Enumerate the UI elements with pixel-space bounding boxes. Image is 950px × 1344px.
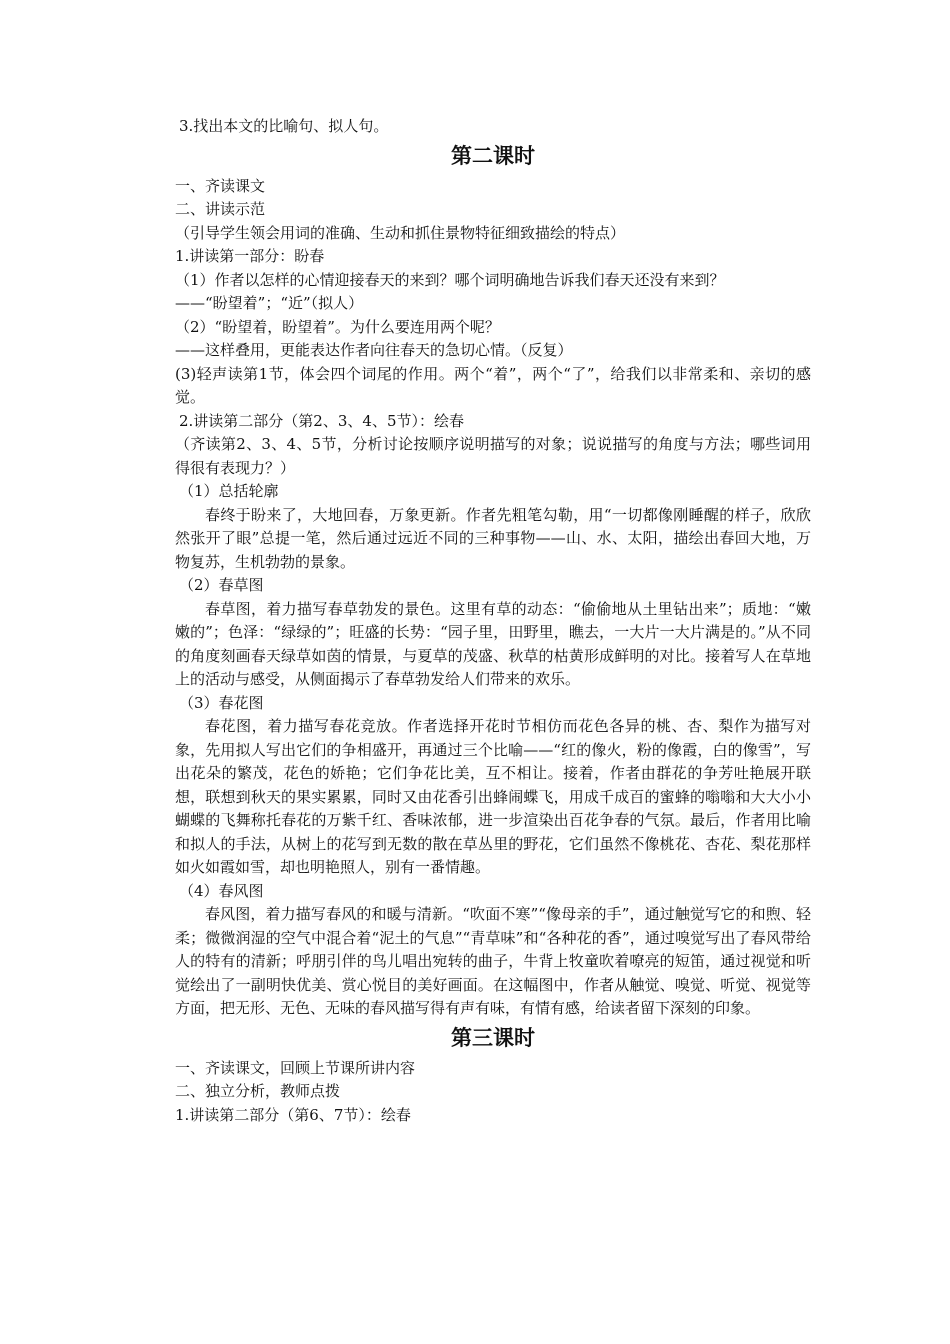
step-reading: 一、齐读课文	[175, 176, 266, 195]
paragraph-spring-wind: 春风图，着力描写春风的和暖与清新。“吹面不寒”“像母亲的手”，通过触觉写它的和煦、轻柔；微微润湿的空气中混合着“泥土的气息”“青草味”和“各种花的香”，通过嗅觉写出了春风带给人的特有的清新；呼朋引伴的鸟儿唱出宛转的曲子，牛背上牧童吹着嘹亮的短笛，通过视觉和听觉绘出了一副明快优美、赏心悦目的美好画面。在这幅图中，作者从触觉、嗅觉、听觉、视觉等方面，把无形、无色、无味的春风描写得有声有味，有情有感，给读者留下深刻的印象。	[175, 905, 811, 1017]
question-2: （2）“盼望着，盼望着”。为什么要连用两个呢？	[175, 317, 500, 336]
step-demonstration: 二、讲读示范	[175, 200, 266, 218]
section-title-lesson-3: 第三课时	[451, 1025, 535, 1050]
part-1-heading: 1.讲读第一部分：盼春	[175, 247, 325, 265]
step-analysis: 二、独立分析，教师点拨	[175, 1082, 341, 1100]
exercise-item-3: 3.找出本文的比喻句、拟人句。	[179, 117, 389, 135]
subheading-spring-flowers: （3）春花图	[179, 693, 264, 712]
paragraph-outline: 春终于盼来了，大地回春，万象更新。作者先粗笔勾勒，用“一切都像刚睡醒的样子，欣欣然张开了眼”总提一笔，然后通过远近不同的三种事物——山、水、太阳，描绘出春回大地，万物复苏，生机勃勃的景象。	[175, 505, 811, 571]
part-2-heading: 2.讲读第二部分（第2、3、4、5节）：绘春	[179, 411, 464, 430]
paragraph-discussion: （齐读第2、3、4、5节，分析讨论按顺序说明描写的对象；说说描写的角度与方法；哪些词用得很有表现力？）	[175, 435, 811, 477]
paragraph-spring-grass: 春草图，着力描写春草勃发的景色。这里有草的动态：“偷偷地从土里钻出来”；质地：“嫩嫩的”；色泽：“绿绿的”；旺盛的长势：“园子里，田野里，瞧去，一大片一大片满是的。”从不同的角度刻画春天绿草如茵的情景，与夏草的茂盛、秋草的枯黄形成鲜明的对比。接着写人在草地上的活动与感受，从侧面揭示了春草勃发给人们带来的欢乐。	[175, 599, 811, 688]
paragraph-spring-flowers: 春花图，着力描写春花竞放。作者选择开花时节相仿而花色各异的桃、杏、梨作为描写对象，先用拟人写出它们的争相盛开，再通过三个比喻——“红的像火，粉的像霞，白的像雪”，写出花朵的繁茂，花色的娇艳；它们争花比美，互不相让。接着，作者由群花的争芳吐艳展开联想，联想到秋天的果实累累，同时又由花香引出蜂闹蝶飞，用成千成百的蜜蜂的嗡嗡和大大小小蝴蝶的飞舞称托春花的万紫千红、香味浓郁，进一步渲染出百花争春的气氛。最后，作者用比喻和拟人的手法，从树上的花写到无数的散在草丛里的野花，它们虽然不像桃花、杏花、梨花那样如火如霞如雪，却也明艳照人，别有一番情趣。	[175, 717, 811, 876]
subheading-spring-wind: （4）春风图	[179, 881, 264, 900]
section-title-lesson-2: 第二课时	[451, 143, 535, 168]
answer-1: ——“盼望着”；“近”（拟人）	[175, 294, 364, 312]
subheading-spring-grass: （2）春草图	[179, 576, 264, 594]
guidance-note: （引导学生领会用词的准确、生动和抓住景物特征细致描绘的特点）	[175, 223, 626, 242]
paragraph-item-3: (3)轻声读第1节，体会四个词尾的作用。两个“着”，两个“了”，给我们以非常柔和、亲切的感觉。	[175, 364, 811, 406]
question-1: （1）作者以怎样的心情迎接春天的来到？哪个词明确地告诉我们春天还没有来到？	[175, 270, 725, 289]
document-body	[175, 115, 811, 1127]
part-2-continued-heading: 1.讲读第二部分（第6、7节）：绘春	[175, 1105, 411, 1124]
step-review: 一、齐读课文，回顾上节课所讲内容	[175, 1058, 416, 1077]
answer-2: ——这样叠用，更能表达作者向往春天的急切心情。（反复）	[175, 341, 573, 359]
subheading-outline: （1）总括轮廓	[179, 482, 279, 500]
